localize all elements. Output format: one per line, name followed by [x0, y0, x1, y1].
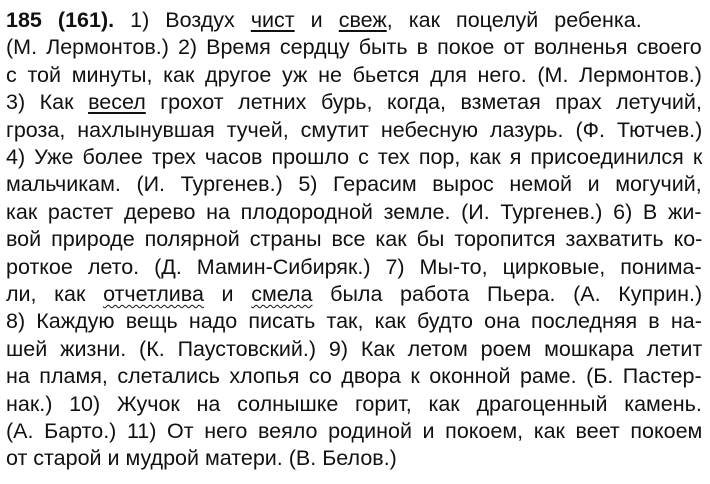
text-line	[6, 170, 702, 199]
text-line	[6, 362, 702, 391]
underlined-word: смела	[251, 282, 313, 306]
text-run: , как поцелуй ребенка.	[386, 8, 642, 32]
text-line	[6, 61, 702, 90]
underlined-word: чист	[250, 8, 295, 32]
text-run: 8) Каждую вещь надо писать так, как будто она последняя в на-	[6, 309, 702, 334]
text-run: шей жизни. (К. Паустовский.) 9) Как летом роем мошкара летит	[6, 336, 703, 361]
exercise-number: 185 (161).	[6, 8, 115, 32]
text-run: 1) Воздух	[114, 8, 251, 32]
text-line	[6, 198, 702, 227]
text-run: с той минуты, как другое уж не бьется для него. (М. Лермонтов.)	[6, 62, 702, 87]
text-run: как растет дерево на плодородной земле. (И. Тургенев.) 6) В жи-	[6, 199, 702, 224]
text-run: (А. Барто.) 11) От него веяло родиной и покоем, как веет покоем	[6, 419, 703, 443]
text-line	[6, 143, 702, 172]
text-run: мальчикам. (И. Тургенев.) 5) Герасим вырос немой и могучий,	[6, 172, 702, 197]
text-line	[6, 253, 702, 282]
text-run: и	[203, 282, 252, 306]
text-run: нак.) 10) Жучок на солнышке горит, как драгоценный камень.	[6, 391, 702, 416]
text-run: от старой и мудрой матери. (В. Белов.)	[6, 446, 397, 471]
text-line	[6, 6, 642, 35]
underlined-word: свеж	[338, 8, 387, 32]
text-run: 3) Как	[6, 90, 89, 115]
text-line	[6, 417, 702, 446]
text-run: вой природе полярной страны все как бы торопится захватить ко-	[6, 227, 703, 252]
text-line	[6, 444, 397, 473]
exercise-text	[6, 3, 708, 481]
text-run: грохот летних бурь, когда, взметая прах летучий,	[145, 90, 702, 115]
text-run: гроза, нахлынувшая тучей, смутит небесную лазурь. (Ф. Тютчев.)	[6, 117, 703, 142]
text-run: ли, как	[6, 282, 104, 306]
underlined-word: отчетлива	[103, 282, 204, 306]
text-line	[6, 307, 702, 336]
text-run: 4) Уже более трех часов прошло с тех пор, как я присоединился к	[6, 145, 703, 169]
text-line	[6, 88, 702, 117]
text-line	[6, 280, 702, 309]
text-line	[6, 33, 702, 62]
text-line	[6, 116, 702, 145]
text-line	[6, 225, 702, 254]
text-run: (М. Лермонтов.) 2) Время сердцу быть в покое от волненья своего	[6, 35, 702, 60]
underlined-word: весел	[88, 90, 146, 115]
text-run: и	[294, 8, 339, 32]
text-line	[6, 335, 702, 364]
text-run: роткое лето. (Д. Мамин-Сибиряк.) 7) Мы-то, цирковые, понима-	[6, 254, 702, 279]
text-run: на пламя, слетались хлопья со двора к оконной раме. (Б. Пастер-	[6, 364, 702, 389]
text-line	[6, 390, 702, 419]
text-run: была работа Пьера. (А. Куприн.)	[312, 282, 703, 306]
